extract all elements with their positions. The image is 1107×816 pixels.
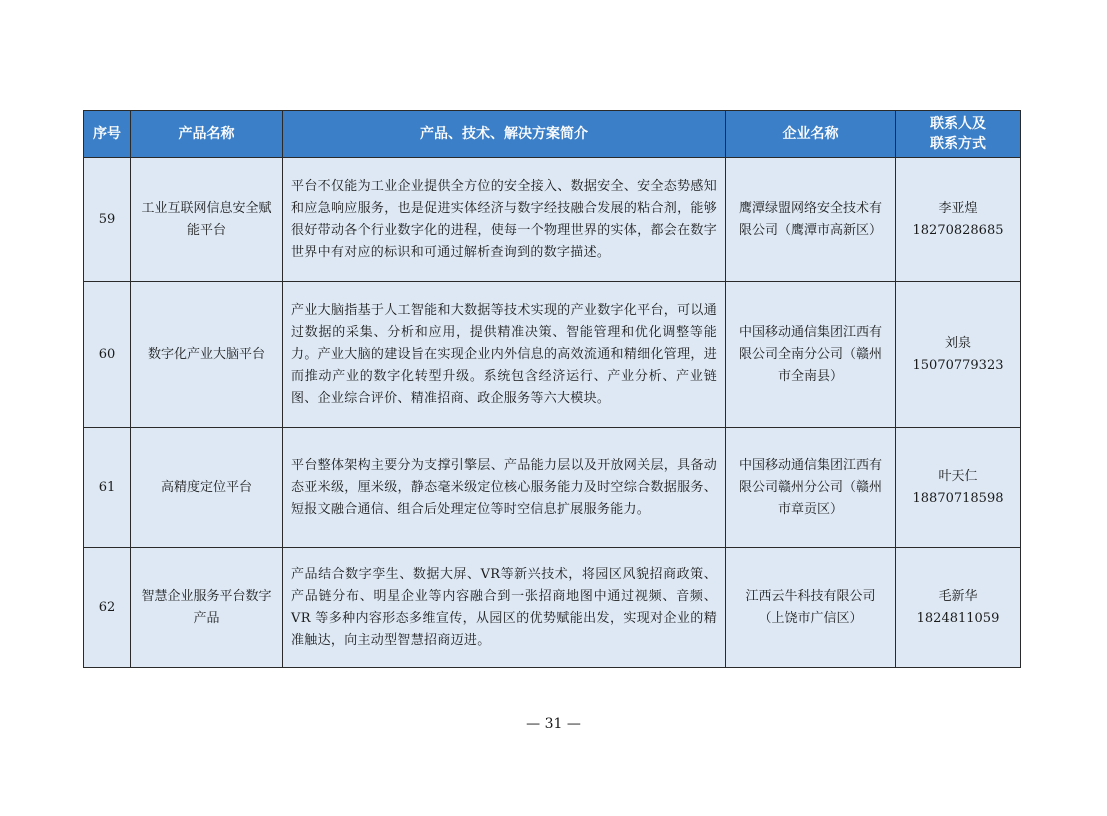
table-header-row — [84, 111, 1021, 158]
row-num: 62 — [84, 548, 131, 668]
row-company: 鹰潭绿盟网络安全技术有限公司（鹰潭市高新区） — [726, 158, 896, 282]
header-contact — [896, 111, 1021, 158]
contact-phone: 18870718598 — [912, 490, 1004, 506]
row-num: 61 — [84, 428, 131, 548]
header-contact-line2: 联系方式 — [930, 136, 986, 152]
contact-name: 毛新华 — [938, 588, 978, 604]
row-contact — [896, 548, 1021, 668]
row-company: 中国移动通信集团江西有限公司全南分公司（赣州市全南县） — [726, 282, 896, 428]
header-num: 序号 — [84, 111, 131, 158]
page-number: — 31 — — [526, 716, 581, 732]
header-company: 企业名称 — [726, 111, 896, 158]
table-row — [84, 428, 1021, 548]
contact-name: 刘泉 — [944, 335, 971, 351]
row-num: 59 — [84, 158, 131, 282]
row-description: 产业大脑指基于人工智能和大数据等技术实现的产业数字化平台，可以通过数据的采集、分析和应用，提供精准决策、智能管理和优化调整等能力。产业大脑的建设旨在实现企业内外信息的高效流通和精细化管理，进而推动产业的数字化转型升级。系统包含经济运行、产业分析、产业链图、企业综合评价、精准招商、政企服务等六大模块。 — [283, 282, 726, 428]
contact-name: 李亚煌 — [938, 200, 978, 216]
header-product-name: 产品名称 — [131, 111, 283, 158]
row-contact — [896, 428, 1021, 548]
table-row — [84, 282, 1021, 428]
row-product-name: 智慧企业服务平台数字产品 — [131, 548, 283, 668]
row-num: 60 — [84, 282, 131, 428]
row-product-name: 工业互联网信息安全赋能平台 — [131, 158, 283, 282]
table-row — [84, 158, 1021, 282]
row-description: 平台整体架构主要分为支撑引擎层、产品能力层以及开放网关层，具备动态亚米级，厘米级，静态毫米级定位核心服务能力及时空综合数据服务、短报文融合通信、组合后处理定位等时空信息扩展服务能力。 — [283, 428, 726, 548]
product-table — [83, 110, 1021, 668]
table-row — [84, 548, 1021, 668]
header-contact-line1: 联系人及 — [930, 116, 986, 132]
contact-phone: 18270828685 — [912, 222, 1004, 238]
row-product-name: 数字化产业大脑平台 — [131, 282, 283, 428]
contact-phone: 15070779323 — [912, 357, 1004, 373]
row-company: 中国移动通信集团江西有限公司赣州分公司（赣州市章贡区） — [726, 428, 896, 548]
row-description: 平台不仅能为工业企业提供全方位的安全接入、数据安全、安全态势感知和应急响应服务，也是促进实体经济与数字经技融合发展的粘合剂，能够很好带动各个行业数字化的进程，使每一个物理世界的实体，都会在数字世界中有对应的标识和可通过解析查询到的数字描述。 — [283, 158, 726, 282]
contact-phone: 1824811059 — [916, 610, 1000, 626]
row-company: 江西云牛科技有限公司（上饶市广信区） — [726, 548, 896, 668]
row-contact — [896, 158, 1021, 282]
row-product-name: 高精度定位平台 — [131, 428, 283, 548]
row-description: 产品结合数字孪生、数据大屏、VR等新兴技术，将园区风貌招商政策、产品链分布、明星企业等内容融合到一张招商地图中通过视频、音频、VR 等多种内容形态多维宣传，从园区的优势赋能出发，实现对企业的精准触达，向主动型智慧招商迈进。 — [283, 548, 726, 668]
row-contact — [896, 282, 1021, 428]
contact-name: 叶天仁 — [938, 468, 978, 484]
header-description: 产品、技术、解决方案简介 — [283, 111, 726, 158]
